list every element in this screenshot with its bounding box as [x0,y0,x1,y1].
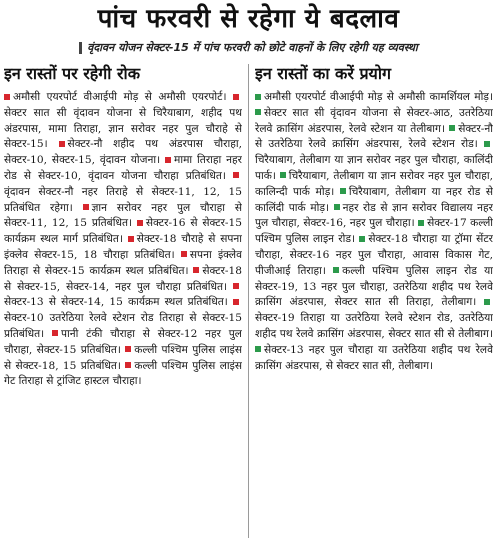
red-square-bullet-icon [125,346,131,352]
alternate-route-item: चिरैयाबाग, तेलीबाग या ज्ञान सरोवर नहर पुल चौराहा, कालिन्दी पार्क मोड़। [255,169,493,198]
red-square-bullet-icon [233,299,239,305]
page-title: पांच फरवरी से रहेगा ये बदलाव [97,4,400,34]
red-square-bullet-icon [125,362,131,368]
alternate-routes-column [255,62,493,540]
alternate-routes-heading: इन रास्तों का करें प्रयोग [255,64,391,83]
restricted-routes-column [4,62,242,540]
green-square-bullet-icon [255,94,261,100]
restricted-route-item: सेक्टर-13 से सेक्टर-14, 15 कार्यक्रम स्थल प्रतिबंधित। [4,296,233,309]
restricted-route-item: सपना इंक्लेव तिराहा से सेक्टर-15 कार्यक्रम स्थल प्रतिबंधित। [4,248,242,277]
red-square-bullet-icon [181,251,187,257]
restricted-route-item: सेक्टर-10 उतरेठिया रेलवे स्टेशन रोड तिराहा से सेक्टर-15 प्रतिबंधित। [4,312,242,340]
restricted-route-item: मामा तिराहा नहर रोड से सेक्टर-10, वृंदावन योजना चौराहा प्रतिबंधित। [4,154,242,182]
alternate-route-item: सेक्टर-17 कल्ली पश्चिम पुलिस लाइन रोड। [255,217,493,246]
green-square-bullet-icon [280,172,286,178]
red-square-bullet-icon [233,283,239,289]
red-square-bullet-icon [59,141,65,147]
restricted-route-item: कल्ली पश्चिम पुलिस लाइंस से सेक्टर-18, 15 प्रतिबंधित। [4,343,242,372]
subtitle-bar [79,42,82,54]
green-square-bullet-icon [333,267,339,273]
subtitle-text: वृंदावन योजन सेक्टर-15 में पांच फरवरी को छोटे वाहनों के लिए रहेगी यह व्यवस्था [87,41,418,54]
alternate-route-item: अमौसी एयरपोर्ट वीआईपी मोड़ से अमौसी कामर्शियल मोड़। [264,91,493,103]
red-square-bullet-icon [52,330,58,336]
red-square-bullet-icon [83,204,89,210]
green-square-bullet-icon [255,346,261,352]
red-square-bullet-icon [193,267,199,273]
subtitle [0,38,497,58]
red-square-bullet-icon [128,236,134,242]
alternate-route-item: कल्ली पश्चिम पुलिस लाइन रोड या सेक्टर-19, 13 नहर पुल चौराहा, उतरेठिया शहीद पथ रेलवे क्रासिंग अंडरपास, सेक्टर सात सी तिराहा, तेलीबाग। [255,264,493,309]
restricted-route-item: सेक्टर-18 चौराहे से सपना इंक्लेव सेक्टर-15, 18 चौराहा प्रतिबंधित। [4,233,242,261]
alternate-route-item: सेक्टर-13 नहर पुल चौराहा या उतरेठिया शहीद पथ रेलवे क्रासिंग अंडरपास, से सेक्टर सात सी, तेलीबाग। [255,343,493,372]
alternate-route-item: सेक्टर सात सी वृंदावन योजना से सेक्टर-आठ, उतरेठिया रेलवे क्रासिंग अंडरपास, रेलवे स्टेशन या तेलीबाग। [255,106,493,135]
green-square-bullet-icon [484,299,490,305]
alternate-route-item: सेक्टर-19 तिराहा या उतरेठिया रेलवे स्टेशन रोड, उतरेठिया शहीद पथ रेलवे क्रासिंग अंडरपास, सेक्टर सात सी से तेलीबाग। [255,312,493,340]
alternate-route-item: सेक्टर-नौ से उतरेठिया रेलवे क्रासिंग अंडरपास, रेलवे स्टेशन रोड। [255,122,493,151]
alternate-route-item: चिरैयाबाग, तेलीबाग या ज्ञान सरोवर नहर पुल चौराहा, कालिंदी पार्क। [255,154,493,182]
restricted-route-item: सेक्टर सात सी वृंदावन योजना से चिरैयाबाग, शहीद पथ अंडरपास, मामा तिराहा, ज्ञान सरोवर नहर पुल चौराहे से सेक्टर-15। [4,106,242,151]
green-square-bullet-icon [340,188,346,194]
red-square-bullet-icon [137,220,143,226]
green-square-bullet-icon [334,204,340,210]
red-square-bullet-icon [233,94,239,100]
alternate-route-item: सेक्टर-18 चौराहा या ट्रॉमा सेंटर चौराहा, सेक्टर-16 नहर पुल चौराहा, आवास विकास गेट, पीजीआई तिराहा। [255,233,493,277]
restricted-route-item: सेक्टर-16 से सेक्टर-15 कार्यक्रम स्थल मार्ग प्रतिबंधित। [4,217,242,246]
restricted-routes-text [4,90,242,390]
red-square-bullet-icon [233,172,239,178]
red-square-bullet-icon [4,94,10,100]
green-square-bullet-icon [484,141,490,147]
green-square-bullet-icon [359,236,365,242]
restricted-route-item: कल्ली पश्चिम पुलिस लाइंस गेट तिराहा से ट्रांजिट हास्टल चौराहा। [4,359,242,388]
restricted-route-item: सेक्टर-नौ शहीद पथ अंडरपास चौराहा, सेक्टर-10, सेक्टर-15, वृंदावन योजना। [4,138,242,167]
restricted-route-item: वृंदावन सेक्टर-नौ नहर तिराहे से सेक्टर-11, 12, 15 प्रतिबंधित रहेगा। [4,185,242,214]
column-divider [248,64,249,538]
alternate-routes-text [255,90,493,374]
red-square-bullet-icon [165,157,171,163]
green-square-bullet-icon [418,220,424,226]
restricted-route-item: अमौसी एयरपोर्ट वीआईपी मोड़ से अमौसी एयरपोर्ट। [13,91,233,103]
restricted-route-item: ज्ञान सरोवर नहर पुल चौराहा से सेक्टर-11, 12, 15 प्रतिबंधित। [4,201,242,230]
green-square-bullet-icon [255,109,261,115]
green-square-bullet-icon [449,125,455,131]
restricted-routes-heading: इन रास्तों पर रहेगी रोक [4,64,140,83]
restricted-route-item: सेक्टर-18 से सेक्टर-15, सेक्टर-14, नहर पुल चौराहा प्रतिबंधित। [4,264,242,293]
alternate-route-item: नहर रोड से ज्ञान सरोवर विद्यालय नहर पुल चौराहा, सेक्टर-16, नहर पुल चौराहा। [255,201,493,230]
restricted-route-item: पानी टंकी चौराहा से सेक्टर-12 नहर पुल चौराहा, सेक्टर-15 प्रतिबंधित। [4,327,242,356]
alternate-route-item: चिरैयाबाग, तेलीबाग या नहर रोड से कालिंदी पार्क मोड़। [255,185,493,214]
